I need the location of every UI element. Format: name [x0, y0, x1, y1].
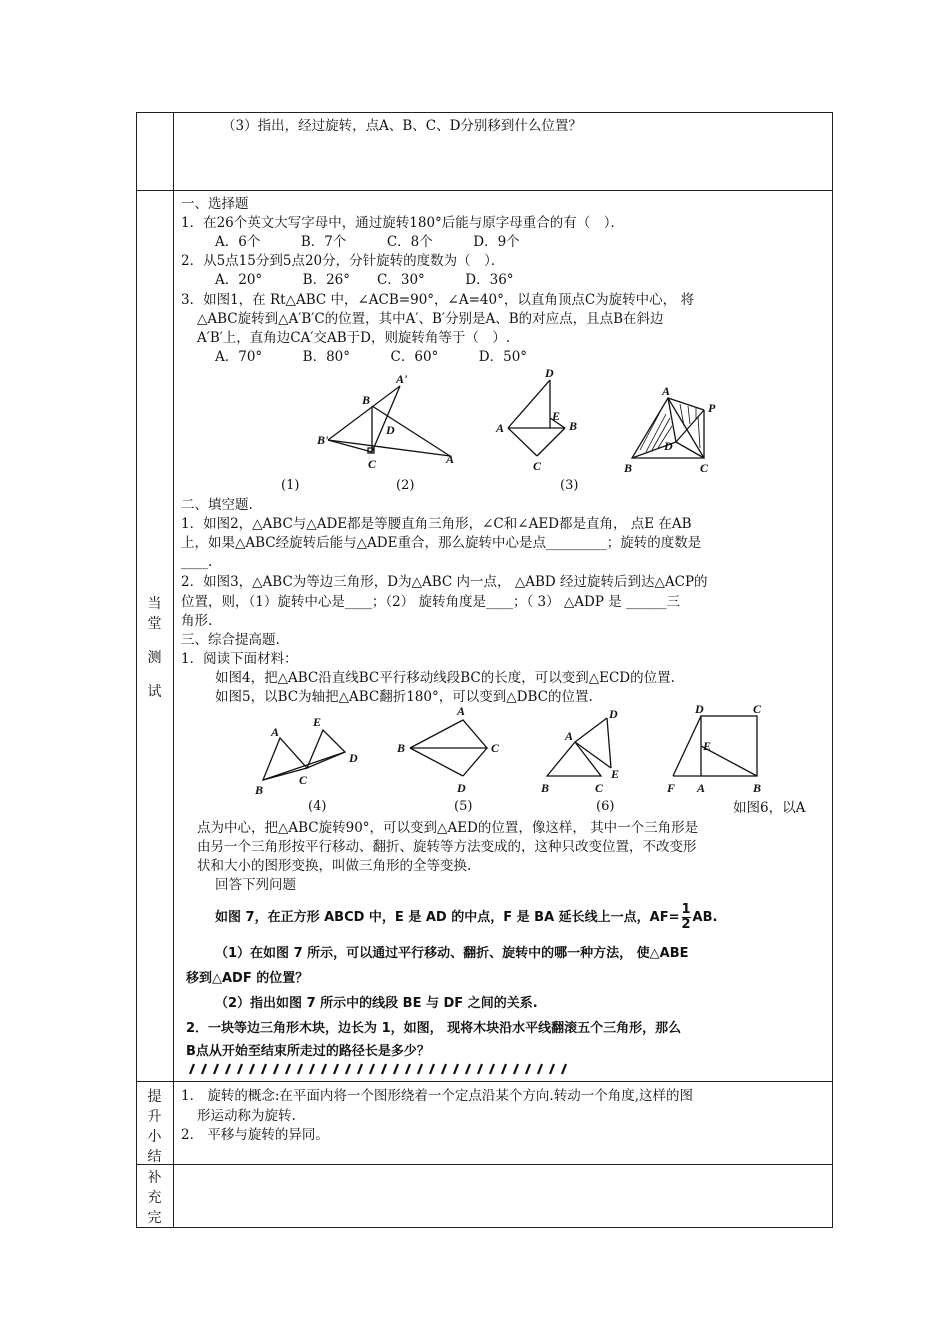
svg-text:C: C [700, 461, 709, 475]
svg-text:A: A [496, 421, 505, 435]
figure-5-label: (5) [454, 799, 473, 814]
figure-5 [410, 720, 487, 776]
svg-text:A: A [457, 704, 466, 718]
s3-q2-line1: 2．一块等边三角形木块，边长为 1，如图， 现将木块沿水平线翻滚五个三角形，那么 [186, 1021, 682, 1036]
svg-text:A': A' [396, 372, 408, 386]
svg-text:D: D [609, 707, 618, 721]
svg-text:B: B [624, 461, 633, 475]
row-divider-1 [136, 190, 833, 191]
svg-text:C: C [299, 773, 308, 787]
s1-q2: 2．从5点15分到5点20分，分针旋转的度数为（ ）． [181, 253, 505, 269]
figures-row-1 [300, 368, 740, 478]
svg-text:C: C [753, 702, 762, 716]
s3-sub1-line2: 移到△ADF 的位置？ [186, 971, 309, 986]
svg-text:E: E [313, 715, 322, 729]
s2-q1-line2: 上，如果△ABC经旋转后能与△ADE重合，那么旋转中心是点_________；旋转的度数是 [181, 535, 702, 551]
s1-q3-line3: A′B′上，直角边CA′交AB于D，则旋转角等于（ ）. [197, 330, 511, 346]
section3-title: 三、综合提高题. [181, 632, 280, 648]
svg-text:A: A [271, 725, 280, 739]
summary-line2: 形运动称为旋转. [197, 1108, 296, 1124]
svg-text:B: B [753, 781, 762, 795]
svg-text:D: D [695, 702, 704, 716]
side-label-supplement: 补 充 完 [147, 1170, 162, 1226]
svg-text:A: A [697, 781, 706, 795]
figures-row-2 [245, 700, 785, 798]
svg-text:C: C [533, 459, 542, 473]
s1-q1: 1．在26个英文大写字母中，通过旋转180°后能与原字母重合的有（ ）． [181, 215, 625, 231]
svg-text:D: D [386, 423, 395, 437]
svg-text:B: B [397, 741, 406, 755]
figure-7 [673, 716, 757, 776]
figure-6-label: (6) [596, 799, 615, 814]
s1-q3-line1: 3．如图1，在 Rt△ABC 中，∠ACB=90°，∠A=40°，以直角顶点C为旋转中心， 将 [181, 292, 694, 308]
s1-q2-options: A．20° B．26° C．30° D．36° [215, 272, 514, 288]
s2-q1-line1: 1．如图2，△ABC与△ADE都是等腰直角三角形，∠C和∠AED都是直角， 点E 在AB [181, 516, 692, 532]
svg-text:P: P [708, 401, 716, 415]
figure-4-label: (4) [308, 799, 327, 814]
svg-text:C: C [368, 457, 377, 471]
svg-text:B: B [541, 781, 550, 795]
s2-q2-line3: 角形. [181, 613, 213, 629]
s3-sub2: （2）指出如图 7 所示中的线段 BE 与 DF 之间的关系. [215, 996, 538, 1011]
svg-text:D: D [349, 751, 358, 765]
summary-line3: 2． 平移与旋转的异同。 [181, 1127, 329, 1143]
s3-q1-line5: 点为中心，把△ABC旋转90°，可以变到△AED的位置，像这样， 其中一个三角形是 [197, 820, 699, 836]
figure-6 [547, 718, 611, 776]
svg-text:A: A [565, 729, 574, 743]
row-divider-3 [136, 1164, 833, 1165]
svg-text:B: B [255, 783, 264, 797]
figure-1-label: (1) [281, 478, 300, 493]
figure-3-label: (3) [560, 478, 579, 493]
s1-q3-options: A．70° B．80° C．60° D．50° [215, 349, 528, 365]
side-label-test: 当 堂 测 试 [147, 596, 162, 700]
summary-line1: 1． 旋转的概念:在平面内将一个图形绕着一个定点沿某个方向.转动一个角度,这样的图 [181, 1088, 694, 1104]
svg-text:D: D [545, 368, 554, 380]
svg-text:D: D [457, 781, 466, 795]
s3-fig7-intro: 如图 7，在正方形 ABCD 中，E 是 AD 的中点，F 是 BA 延长线上一点，AF= $\frac{1}{2}$ AB. [215, 902, 718, 932]
svg-text:B: B [569, 419, 578, 433]
s1-q3-line2: △ABC旋转到△A′B′C的位置，其中A′、B′分别是A、B的对应点，且点B在斜边 [197, 311, 664, 327]
svg-text:A: A [446, 452, 455, 466]
svg-text:B': B' [317, 433, 329, 447]
svg-text:E: E [611, 767, 620, 781]
s3-q1-line8: 回答下列问题 [215, 877, 296, 893]
figure-1 [328, 386, 450, 456]
svg-text:D: D [664, 439, 673, 453]
column-divider [173, 112, 174, 1228]
svg-text:C: C [491, 741, 500, 755]
s3-q1-line7: 状和大小的图形变换，叫做三角形的全等变换. [197, 858, 472, 874]
section2-title: 二、填空题. [181, 497, 253, 513]
side-label-summary: 提 升 小 结 [147, 1089, 162, 1165]
svg-text:F: F [667, 781, 676, 795]
s1-q1-options: A．6个 B．7个 C．8个 D．9个 [215, 234, 520, 250]
svg-text:B: B [362, 393, 371, 407]
s2-q2-line2: 位置，则，（1）旋转中心是____；（2） 旋转角度是____；（ 3） △ADP 是 ______三 [181, 594, 681, 610]
s2-q1-line3: ____. [181, 554, 213, 570]
top-question-3: （3）指出，经过旋转，点A、B、C、D分别移到什么位置？ [222, 118, 582, 134]
ground-hatch [186, 1062, 576, 1076]
s2-q2-line1: 2．如图3，△ABC为等边三角形，D为△ABC 内一点， △ABD 经过旋转后到达△ACP的 [181, 574, 708, 590]
figure-2-label: (2) [396, 478, 415, 493]
s3-q2-line2: B点从开始至结束所走过的路径长是多少？ [186, 1044, 430, 1059]
section1-title: 一、选择题 [181, 196, 249, 212]
s3-sub1-line1: （1）在如图 7 所示，可以通过平行移动、翻折、旋转中的哪一种方法， 使△ABE [215, 946, 689, 961]
svg-text:A: A [662, 384, 671, 398]
svg-text:C: C [595, 781, 604, 795]
s3-q1-line3: 如图5，以BC为轴把△ABC翻折180°，可以变到△DBC的位置. [215, 689, 593, 705]
svg-text:E: E [552, 409, 561, 423]
s3-q1-line6: 由另一个三角形按平行移动、翻折、旋转等方法变成的，这种只改变位置，不改变形 [197, 839, 697, 855]
svg-text:E: E [703, 739, 712, 753]
row-divider-2 [136, 1081, 833, 1082]
s3-q1-line1: 1．阅读下面材料： [181, 651, 298, 667]
s3-q1-line2: 如图4，把△ABC沿直线BC平行移动线段BC的长度，可以变到△ECD的位置. [215, 670, 675, 686]
s3-fig6-intro: 如图6，以A [733, 800, 806, 816]
